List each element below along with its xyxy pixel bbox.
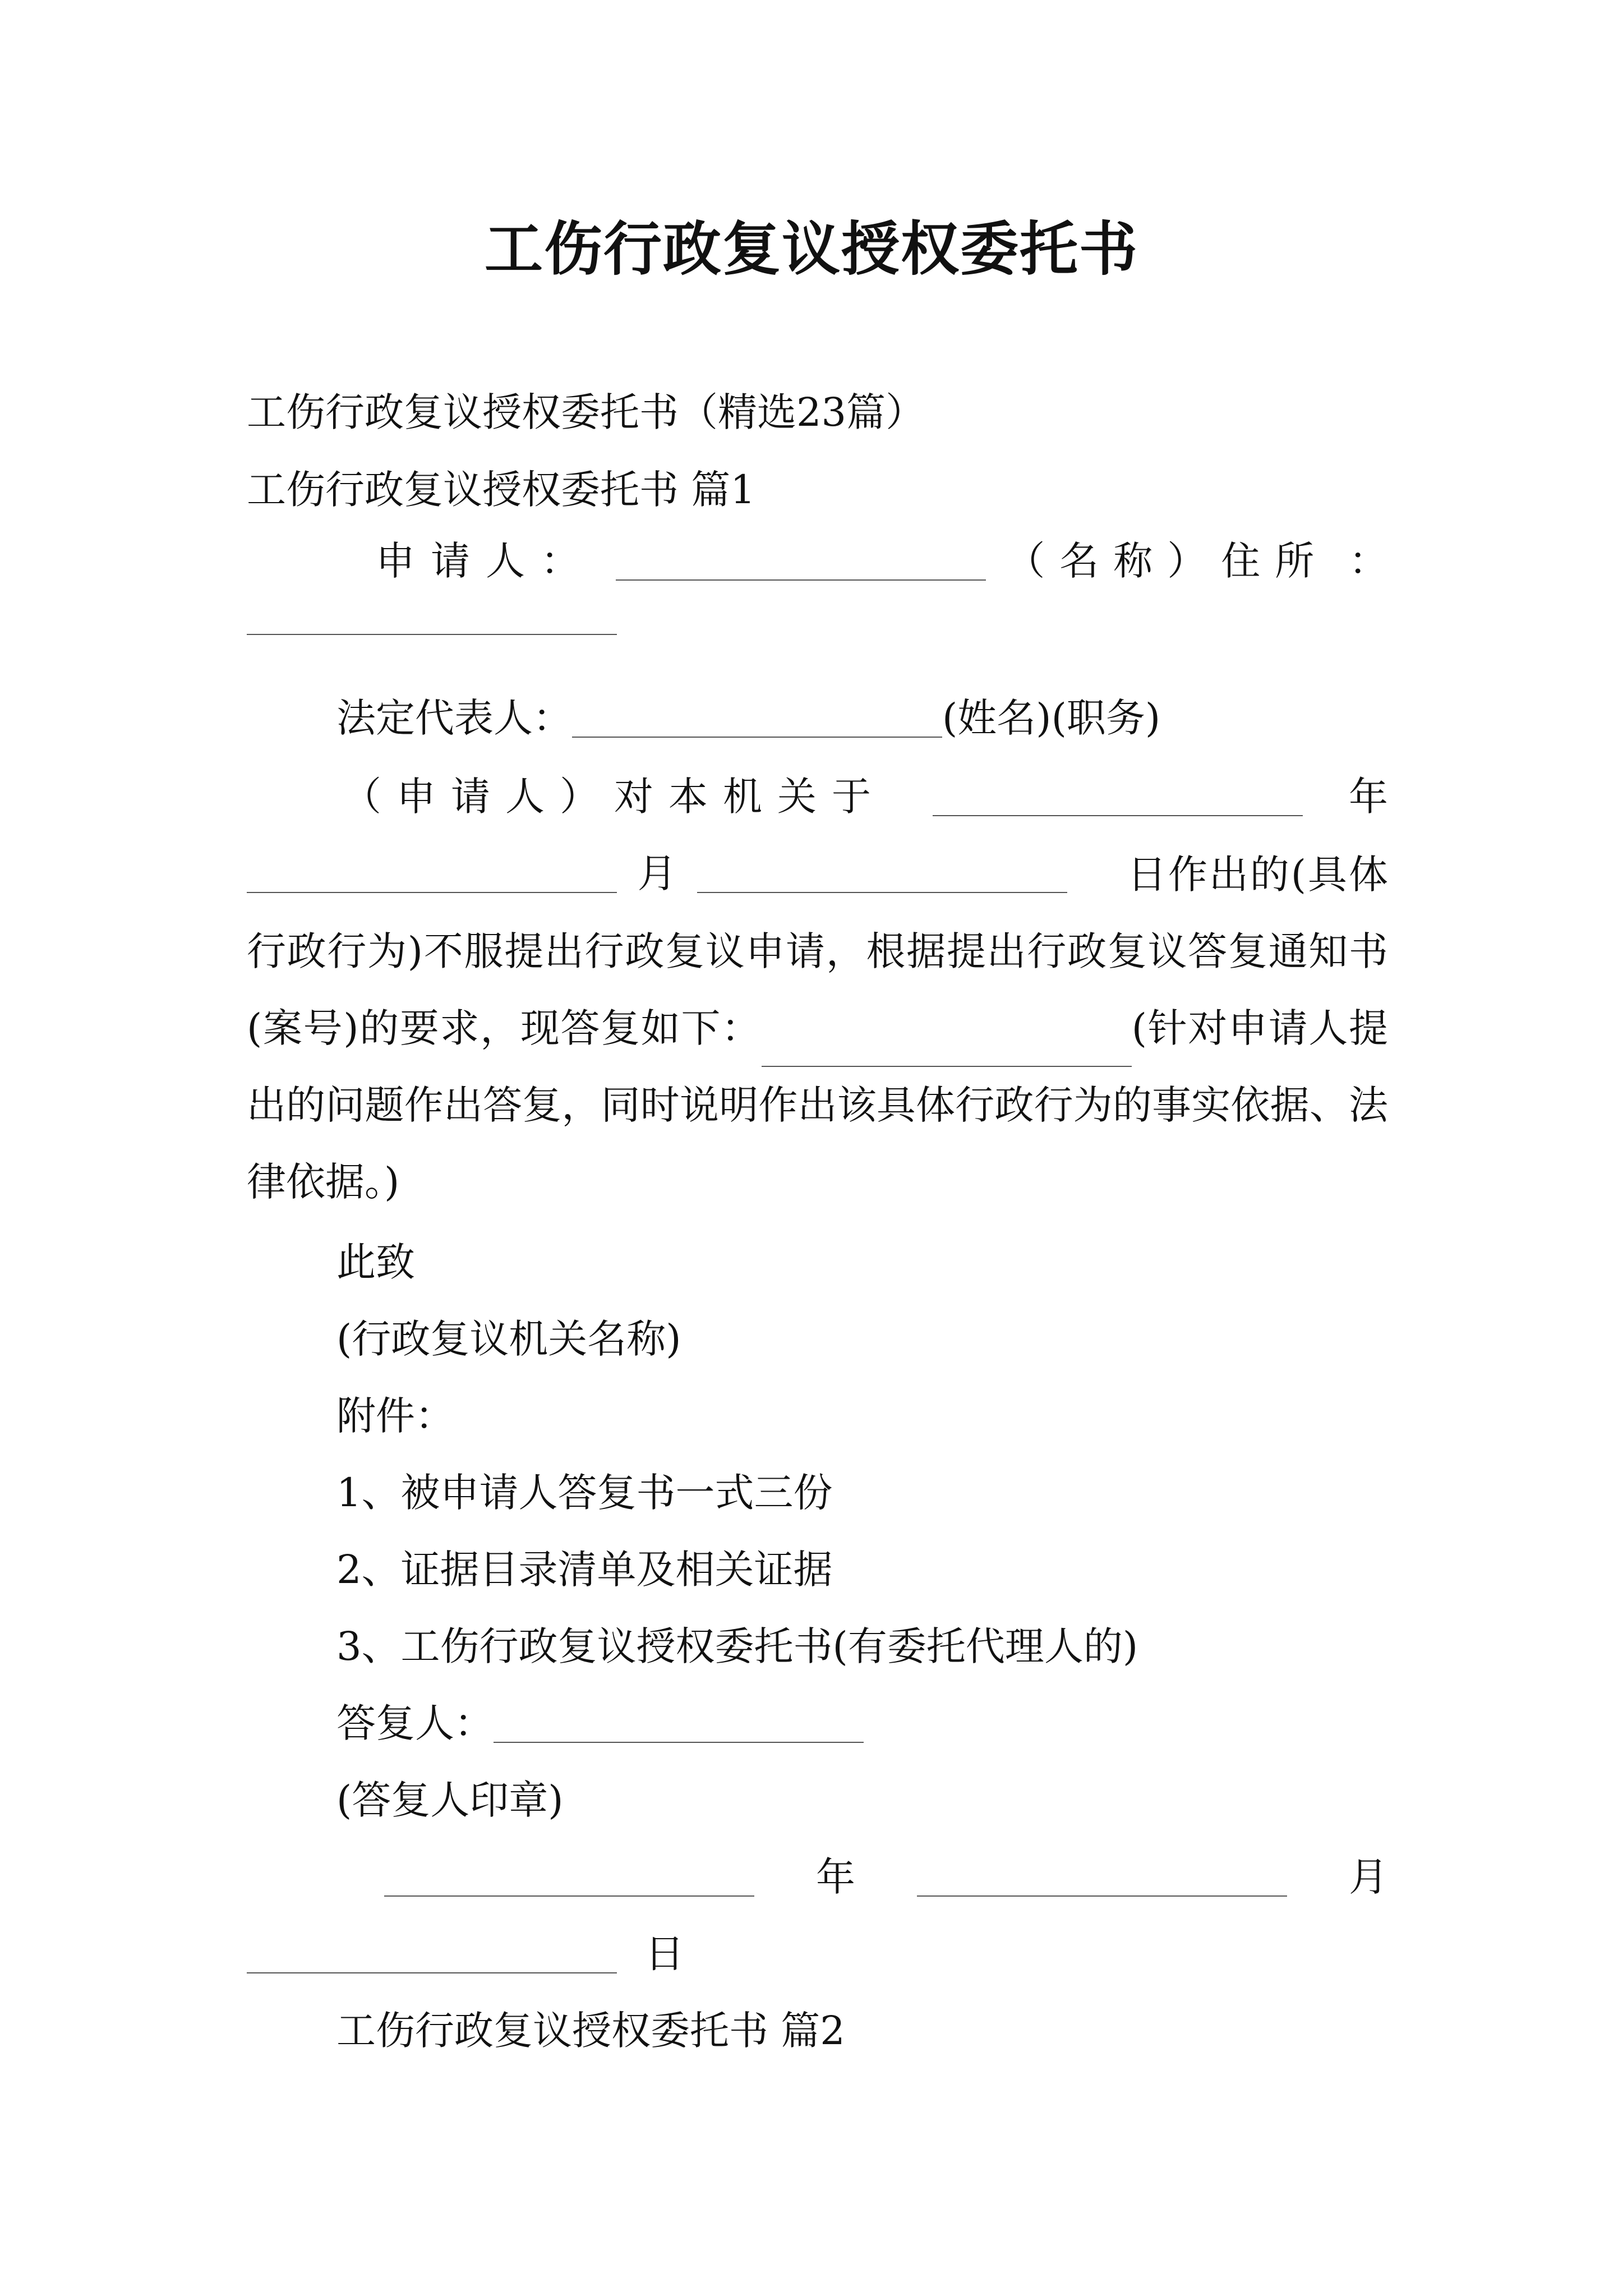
applicant-name-blank [616, 548, 986, 581]
applicant-name-hint: （名称）住所 [1006, 538, 1329, 584]
applicant-row [247, 538, 1388, 584]
answer-blank [762, 1034, 1132, 1067]
date-year-blank [933, 784, 1303, 816]
body-line-1 [247, 774, 1388, 820]
body-paragraph [247, 836, 1388, 1221]
respondent-label: 答复人： [336, 1700, 494, 1746]
legal-rep-blank [572, 705, 942, 738]
attachment-item: 2、证据目录清单及相关证据 [336, 1547, 833, 1593]
body-month: 月 [637, 850, 677, 896]
section-heading-2: 工伤行政复议授权委托书 篇2 [336, 2008, 845, 2054]
attachment-item: 3、工伤行政复议授权委托书(有委托代理人的) [336, 1623, 1138, 1669]
body-part1: （申请人）对本机关于 [342, 774, 886, 820]
document-subtitle: 工伤行政复议授权委托书（精选23篇） [247, 389, 925, 435]
applicant-colon: ： [1348, 538, 1388, 584]
address-blank [247, 634, 617, 635]
attachment-item: 1、被申请人答复书一式三份 [336, 1470, 833, 1516]
salutation: 此致 [336, 1239, 415, 1285]
body-year: 年 [1349, 774, 1388, 820]
attachments-label: 附件： [336, 1393, 454, 1439]
applicant-label: 申请人： [376, 538, 596, 584]
sign-month: 月 [1349, 1854, 1388, 1900]
recipient: (行政复议机关名称) [336, 1316, 681, 1362]
body-part2: 日作出的(具体行政行为)不服提出行政复议申请，根据提出行政复议答复通知书(案号)的要求，现答复如下： [247, 852, 1388, 1051]
respondent-blank [494, 1710, 864, 1743]
sign-day-blank [247, 1941, 617, 1973]
sign-year-blank [384, 1864, 754, 1897]
respondent-seal: (答复人印章) [336, 1777, 564, 1823]
signature-date-row [247, 1854, 1388, 1900]
legal-rep-row [336, 695, 1161, 741]
legal-rep-label: 法定代表人： [336, 695, 572, 741]
sign-day: 日 [645, 1931, 684, 1977]
signature-day-row [247, 1931, 684, 1977]
section-heading-1: 工伤行政复议授权委托书 篇1 [247, 467, 755, 513]
respondent-row [336, 1700, 864, 1746]
legal-rep-suffix: (姓名)(职务) [942, 695, 1161, 741]
document-title: 工伤行政复议授权委托书 [484, 214, 1138, 283]
sign-month-blank [917, 1864, 1287, 1897]
sign-year: 年 [816, 1854, 855, 1900]
body-part3: (针对申请人提出的问题作出答复，同时说明作出该具体行政行为的事实依据、法律依据。) [247, 1005, 1388, 1205]
